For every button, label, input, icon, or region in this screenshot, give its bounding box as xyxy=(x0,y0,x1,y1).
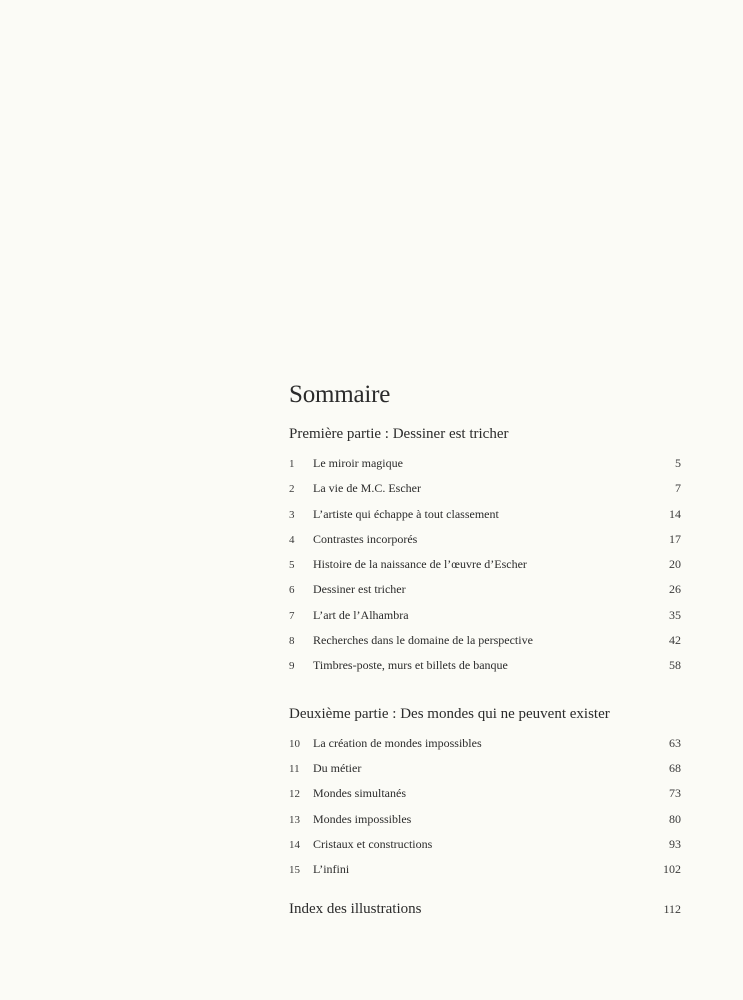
chapter-number: 2 xyxy=(289,483,295,496)
page-number: 35 xyxy=(669,607,681,622)
part-1-entries xyxy=(289,451,681,679)
page-number: 5 xyxy=(675,456,681,470)
chapter-title: Contrastes incorporés xyxy=(313,531,418,546)
toc-entry xyxy=(289,653,681,678)
chapter-title: Cristaux et constructions xyxy=(313,836,433,851)
page-number: 68 xyxy=(669,760,681,775)
chapter-number: 7 xyxy=(289,609,295,622)
toc-entry xyxy=(289,577,681,602)
page-number: 17 xyxy=(669,531,681,546)
chapter-number: 8 xyxy=(289,635,295,648)
chapter-number: 15 xyxy=(289,864,300,877)
toc-entry xyxy=(289,527,681,552)
chapter-number: 13 xyxy=(289,813,300,826)
toc-entry xyxy=(289,781,681,806)
part-2-entries xyxy=(289,731,681,883)
page-number: 42 xyxy=(669,633,681,648)
page-number: 63 xyxy=(669,735,681,750)
index-entry xyxy=(289,898,681,920)
chapter-number: 10 xyxy=(289,737,300,750)
toc-title: Sommaire xyxy=(289,381,391,408)
chapter-title: Mondes impossibles xyxy=(313,811,412,826)
table-of-contents xyxy=(289,378,681,920)
chapter-number: 6 xyxy=(289,584,295,597)
toc-entry xyxy=(289,731,681,756)
page-number: 7 xyxy=(675,481,681,496)
toc-entry xyxy=(289,476,681,501)
page-number: 93 xyxy=(669,836,681,851)
page-number: 58 xyxy=(669,658,681,673)
toc-entry xyxy=(289,628,681,653)
toc-entry xyxy=(289,603,681,628)
toc-entry xyxy=(289,756,681,781)
chapter-title: Histoire de la naissance de l’œuvre d’Escher xyxy=(313,557,527,572)
page-number: 102 xyxy=(663,862,681,877)
page-number: 26 xyxy=(669,582,681,597)
chapter-number: 9 xyxy=(289,660,295,673)
chapter-number: 4 xyxy=(289,533,295,546)
chapter-number: 12 xyxy=(289,788,300,801)
chapter-title: Mondes simultanés xyxy=(313,786,406,801)
toc-entry xyxy=(289,502,681,527)
chapter-title: Timbres-poste, murs et billets de banque xyxy=(313,658,508,673)
chapter-title: Dessiner est tricher xyxy=(313,582,406,597)
chapter-title: L’art de l’Alhambra xyxy=(313,607,409,622)
chapter-number: 3 xyxy=(289,508,295,521)
toc-entry xyxy=(289,807,681,832)
toc-entry xyxy=(289,832,681,857)
page-number: 14 xyxy=(669,506,681,521)
chapter-number: 11 xyxy=(289,762,300,775)
chapter-number: 5 xyxy=(289,559,295,572)
chapter-number: 14 xyxy=(289,838,300,851)
index-title: Index des illustrations xyxy=(289,901,422,918)
part-2-title: Deuxième partie : Des mondes qui ne peuvent exister xyxy=(289,705,610,722)
chapter-title: Du métier xyxy=(313,760,362,775)
page-number: 80 xyxy=(669,811,681,826)
chapter-title: L’artiste qui échappe à tout classement xyxy=(313,506,499,521)
toc-entry xyxy=(289,857,681,882)
toc-entry xyxy=(289,451,681,476)
page-number: 20 xyxy=(669,557,681,572)
chapter-title: Le miroir magique xyxy=(313,456,403,470)
chapter-title: L’infini xyxy=(313,862,350,877)
toc-entry xyxy=(289,552,681,577)
chapter-title: La création de mondes impossibles xyxy=(313,735,482,750)
page-number: 73 xyxy=(669,786,681,801)
chapter-number: 1 xyxy=(289,458,295,470)
part-1-title: Première partie : Dessiner est tricher xyxy=(289,426,509,442)
index-page-number: 112 xyxy=(663,902,681,917)
chapter-title: Recherches dans le domaine de la perspective xyxy=(313,633,533,648)
chapter-title: La vie de M.C. Escher xyxy=(313,481,421,496)
